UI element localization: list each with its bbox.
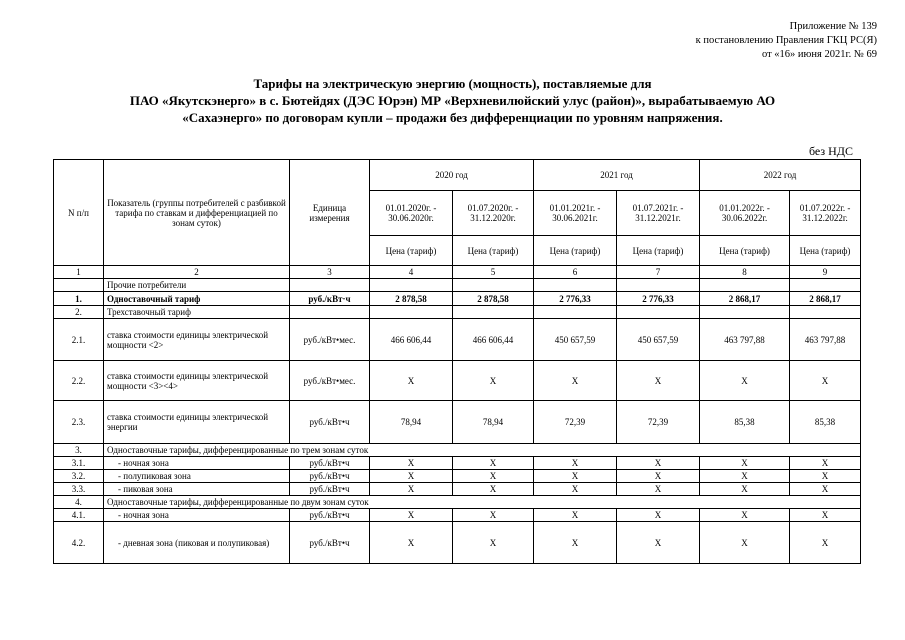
header-price: Цена (тариф) [700, 236, 790, 266]
table-row [54, 457, 861, 470]
row-unit: руб./кВт•ч [290, 509, 370, 522]
row-value: 463 797,88 [790, 319, 861, 361]
row-value: X [617, 483, 700, 496]
row-value: X [700, 509, 790, 522]
title-line-3: «Сахаэнерго» по договорам купли – продажи без дифференциации по уровням напряжения. [182, 110, 723, 125]
header-price: Цена (тариф) [370, 236, 453, 266]
row-value: X [617, 361, 700, 401]
row-value: 466 606,44 [453, 319, 534, 361]
row-value: X [534, 361, 617, 401]
row-value: 450 657,59 [534, 319, 617, 361]
row-name: Одноставочные тарифы, дифференцированные по двум зонам суток [104, 496, 861, 509]
table-row [54, 319, 861, 361]
table-row [54, 496, 861, 509]
row-name: Трехставочный тариф [104, 306, 290, 319]
row-value: X [534, 509, 617, 522]
row-value: X [453, 470, 534, 483]
row-num: 2. [54, 306, 104, 319]
header-year-2021: 2021 год [534, 160, 700, 191]
header-year-2020: 2020 год [370, 160, 534, 191]
row-value: 85,38 [790, 401, 861, 444]
row-value: X [700, 522, 790, 564]
table-row [54, 401, 861, 444]
column-number: 8 [700, 266, 790, 279]
tariff-table [53, 159, 861, 564]
column-number: 7 [617, 266, 700, 279]
row-unit: руб./кВт•ч [290, 401, 370, 444]
section-row-other-consumers [54, 279, 861, 292]
header-period: 01.07.2022г. - 31.12.2022г. [790, 191, 861, 236]
row-value: X [790, 361, 861, 401]
row-num: 3. [54, 444, 104, 457]
row-value: X [370, 361, 453, 401]
column-number: 4 [370, 266, 453, 279]
row-value: X [534, 522, 617, 564]
table-row [54, 444, 861, 457]
row-value: 72,39 [534, 401, 617, 444]
row-unit: руб./кВт•ч [290, 470, 370, 483]
column-number-row [54, 266, 861, 279]
row-value: X [453, 509, 534, 522]
row-value: X [453, 457, 534, 470]
row-value: X [790, 522, 861, 564]
column-number: 5 [453, 266, 534, 279]
row-value: X [370, 470, 453, 483]
row-value: 463 797,88 [700, 319, 790, 361]
row-num: 3.1. [54, 457, 104, 470]
row-name: Одноставочные тарифы, дифференцированные по трем зонам суток [104, 444, 861, 457]
document-title [40, 75, 865, 126]
row-value: 2 878,58 [370, 292, 453, 306]
appendix-decree: к постановлению Правления ГКЦ РС(Я) [695, 35, 877, 46]
row-unit: руб./кВт•ч [290, 483, 370, 496]
row-unit: руб./кВт•мес. [290, 361, 370, 401]
table-row [54, 483, 861, 496]
header-price: Цена (тариф) [617, 236, 700, 266]
header-price: Цена (тариф) [453, 236, 534, 266]
header-price: Цена (тариф) [534, 236, 617, 266]
row-value: X [700, 483, 790, 496]
row-name: ставка стоимости единицы электрической мощности <3><4> [104, 361, 290, 401]
row-value: X [453, 522, 534, 564]
row-value: 466 606,44 [370, 319, 453, 361]
header-period: 01.01.2021г. - 30.06.2021г. [534, 191, 617, 236]
row-num: 3.3. [54, 483, 104, 496]
vat-note: без НДС [808, 144, 853, 158]
row-name: - полупиковая зона [104, 470, 290, 483]
row-unit: руб./кВт•ч [290, 522, 370, 564]
row-value: X [534, 483, 617, 496]
row-value: X [617, 522, 700, 564]
table-body [54, 160, 861, 564]
column-number: 3 [290, 266, 370, 279]
row-unit: руб./кВт·ч [290, 292, 370, 306]
row-value: X [700, 470, 790, 483]
appendix-reference [696, 20, 877, 62]
row-value: 450 657,59 [617, 319, 700, 361]
header-num: N п/п [54, 160, 104, 266]
title-line-1: Тарифы на электрическую энергию (мощность), поставляемые для [253, 76, 652, 91]
row-name: ставка стоимости единицы электрической мощности <2> [104, 319, 290, 361]
row-value: X [617, 457, 700, 470]
row-value: X [370, 522, 453, 564]
column-number: 1 [54, 266, 104, 279]
row-num: 2.1. [54, 319, 104, 361]
row-num: 2.3. [54, 401, 104, 444]
row-num: 1. [54, 292, 104, 306]
row-num: 3.2. [54, 470, 104, 483]
row-value: X [790, 483, 861, 496]
row-value: X [617, 470, 700, 483]
row-value: X [790, 509, 861, 522]
column-number: 2 [104, 266, 290, 279]
header-year-2022: 2022 год [700, 160, 861, 191]
row-unit: руб./кВт•ч [290, 457, 370, 470]
row-num: 4.2. [54, 522, 104, 564]
row-value: X [453, 361, 534, 401]
row-value: X [790, 470, 861, 483]
row-value: 78,94 [453, 401, 534, 444]
row-value: 2 878,58 [453, 292, 534, 306]
table-row [54, 292, 861, 306]
header-period: 01.07.2020г. - 31.12.2020г. [453, 191, 534, 236]
row-value: 2 868,17 [790, 292, 861, 306]
title-line-2: ПАО «Якутскэнерго» в с. Бютейдях (ДЭС Юрэн) МР «Верхневилюйский улус (район)», вырабатываемую АО [129, 93, 776, 108]
row-num: 4. [54, 496, 104, 509]
row-name: Одноставочный тариф [104, 292, 290, 306]
row-value: 2 776,33 [617, 292, 700, 306]
header-period: 01.01.2022г. - 30.06.2022г. [700, 191, 790, 236]
row-value: 85,38 [700, 401, 790, 444]
row-num: 4.1. [54, 509, 104, 522]
appendix-number: Приложение № 139 [789, 21, 877, 32]
row-value: X [700, 361, 790, 401]
column-number: 9 [790, 266, 861, 279]
row-name: - дневная зона (пиковая и полупиковая) [104, 522, 290, 564]
section-label: Прочие потребители [104, 279, 290, 292]
row-name: - ночная зона [104, 509, 290, 522]
row-name: - пиковая зона [104, 483, 290, 496]
row-num: 2.2. [54, 361, 104, 401]
header-period: 01.01.2020г. - 30.06.2020г. [370, 191, 453, 236]
row-value: X [534, 457, 617, 470]
row-value: X [534, 470, 617, 483]
appendix-date: от «16» июня 2021г. № 69 [761, 49, 877, 60]
header-period: 01.07.2021г. - 31.12.2021г. [617, 191, 700, 236]
row-unit: руб./кВт•мес. [290, 319, 370, 361]
row-name: - ночная зона [104, 457, 290, 470]
row-value: X [370, 483, 453, 496]
row-value: 78,94 [370, 401, 453, 444]
column-number: 6 [534, 266, 617, 279]
header-unit: Единица измерения [290, 160, 370, 266]
row-value: X [617, 509, 700, 522]
row-value: 2 776,33 [534, 292, 617, 306]
row-value: X [700, 457, 790, 470]
row-value: X [370, 509, 453, 522]
row-value: 2 868,17 [700, 292, 790, 306]
row-value: X [790, 457, 861, 470]
row-name: ставка стоимости единицы электрической энергии [104, 401, 290, 444]
table-row [54, 306, 861, 319]
row-value: X [370, 457, 453, 470]
table-row [54, 361, 861, 401]
table-row [54, 470, 861, 483]
header-indicator: Показатель (группы потребителей с разбивкой тарифа по ставкам и дифференциацией по зонам суток) [104, 160, 290, 266]
row-value: X [453, 483, 534, 496]
row-value: 72,39 [617, 401, 700, 444]
table-row [54, 522, 861, 564]
table-row [54, 509, 861, 522]
header-row-years [54, 160, 861, 191]
header-price: Цена (тариф) [790, 236, 861, 266]
